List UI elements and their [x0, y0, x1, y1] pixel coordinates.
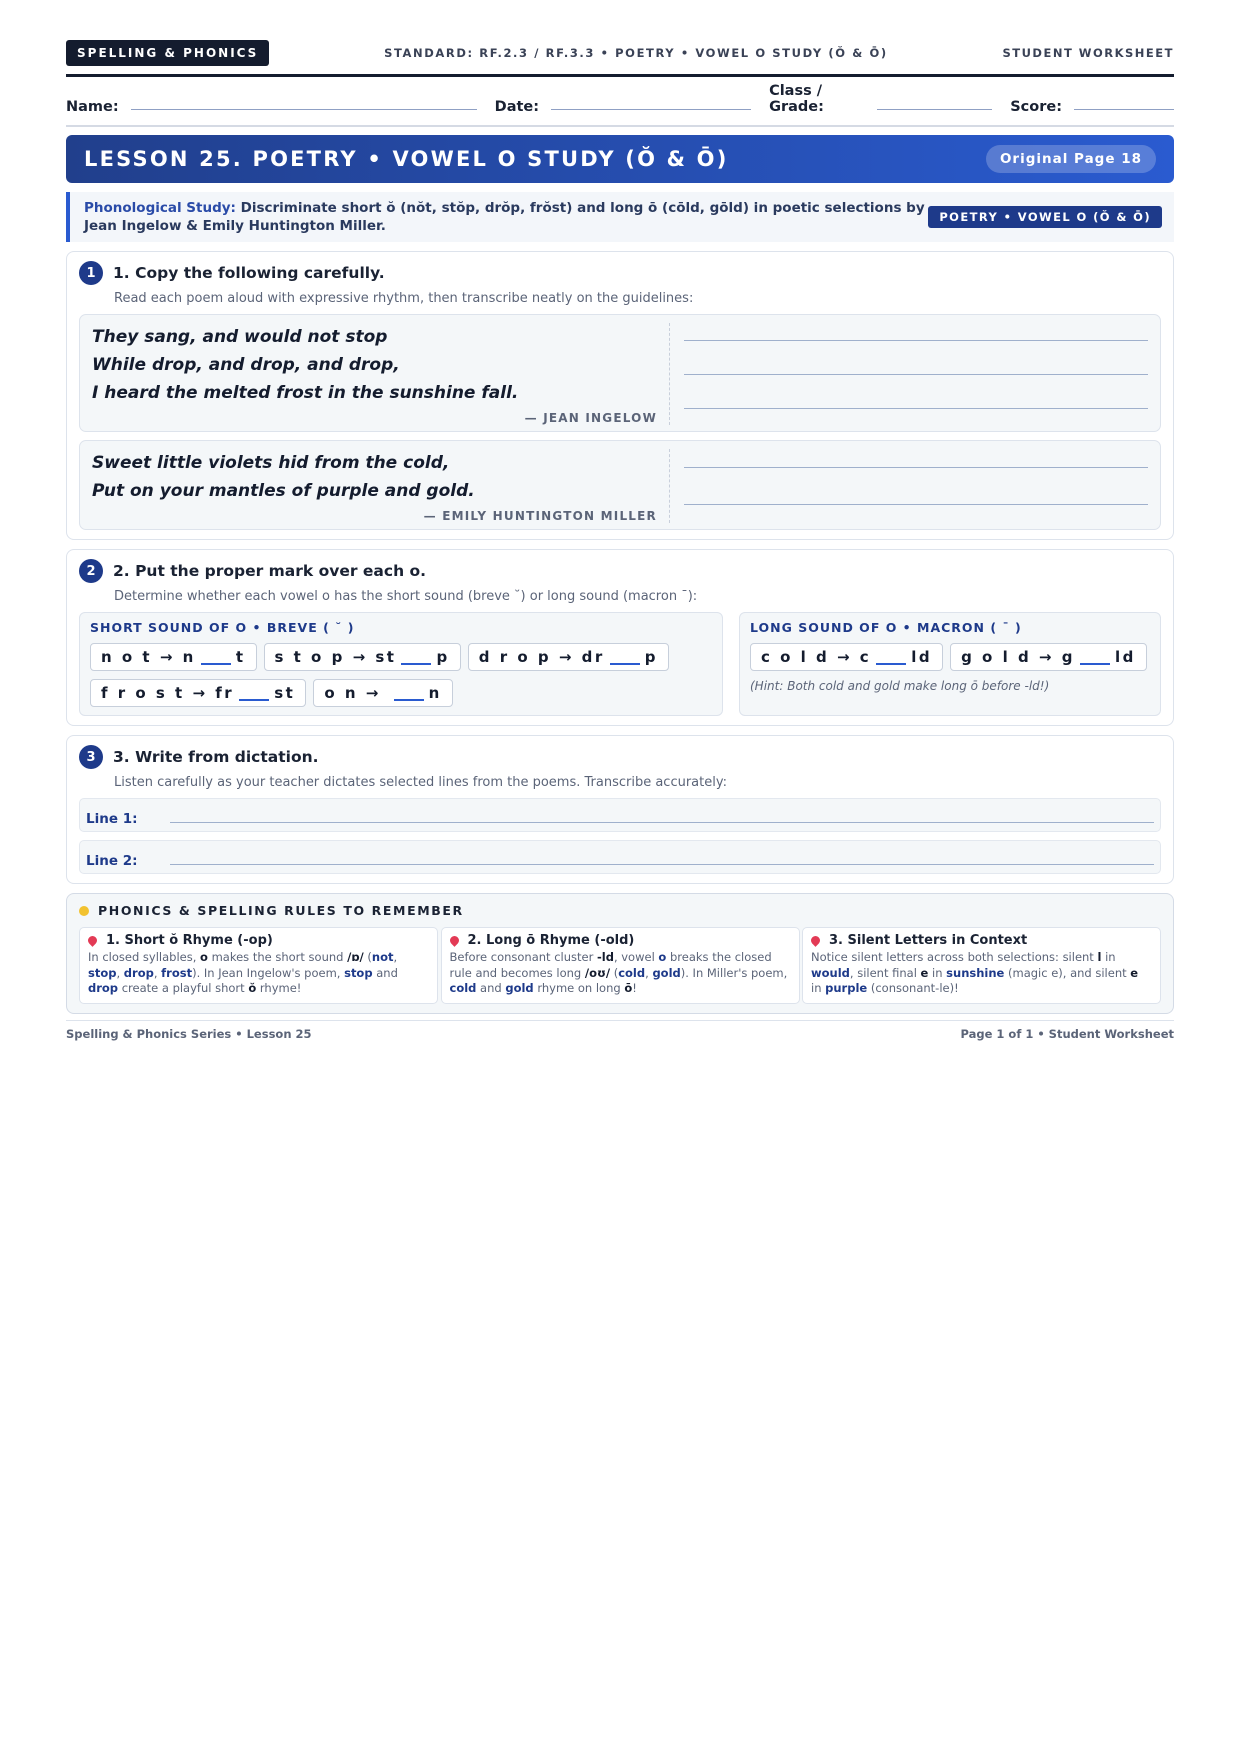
- poem-card: [79, 440, 1161, 530]
- phonological-text: [84, 199, 928, 235]
- worksheet-page: [66, 40, 1174, 1041]
- section-instructions: Listen carefully as your teacher dictates selected lines from the poems. Transcribe accurately:: [114, 775, 727, 790]
- phonological-label: Phonological Study:: [84, 200, 236, 216]
- word-chip[interactable]: [313, 679, 452, 707]
- arrow-icon: →: [558, 648, 574, 666]
- answer-blank[interactable]: [876, 649, 906, 665]
- poem-line: Sweet little violets hid from the cold,: [92, 453, 450, 473]
- chip-word: n o t: [101, 648, 153, 666]
- guideline[interactable]: [684, 504, 1148, 505]
- phonological-body: Discriminate short ŏ (nŏt, stŏp, drŏp, frŏst) and long ō (cōld, gōld) in poetic selections by Jean Ingelow & Emily Huntington Miller.: [84, 200, 925, 234]
- chip-word: g o l d: [961, 648, 1032, 666]
- dictation-line-label: Line 1:: [86, 811, 138, 827]
- dictation-guideline[interactable]: [170, 864, 1154, 865]
- chip-suffix: st: [274, 684, 296, 702]
- copy-guidelines[interactable]: [670, 449, 1148, 523]
- chip-suffix: n: [428, 684, 442, 702]
- chip-suffix: t: [235, 648, 246, 666]
- hint-text: (Hint: Both cold and gold make long ō before -ld!): [750, 679, 1050, 693]
- class-label: Class / Grade:: [769, 83, 824, 115]
- rule-title-text: 2. Long ō Rhyme (-old): [467, 933, 635, 948]
- poem-author: — EMILY HUNTINGTON MILLER: [423, 509, 657, 523]
- section-instructions: Read each poem aloud with expressive rhythm, then transcribe neatly on the guidelines:: [114, 291, 694, 306]
- lesson-banner: [66, 135, 1174, 183]
- arrow-icon: →: [352, 648, 368, 666]
- rule-body: In closed syllables, o makes the short sound /ɒ/ (not, stop, drop, frost). In Jean Ingelow's poem, stop and drop create a playful short ŏ rhyme!: [88, 950, 398, 995]
- short-o-heading: SHORT SOUND OF O • BREVE ( ˘ ): [90, 620, 355, 635]
- score-line[interactable]: [1074, 109, 1174, 110]
- long-o-panel: [739, 612, 1161, 716]
- rule-title: [450, 933, 791, 948]
- rules-panel: [66, 893, 1174, 1014]
- date-label: Date:: [494, 99, 540, 115]
- section-number: 2: [79, 559, 103, 583]
- rule-card: [802, 927, 1161, 1004]
- phonological-study: [66, 192, 1174, 242]
- chip-suffix: ld: [1114, 648, 1136, 666]
- poem-line: They sang, and would not stop: [92, 327, 388, 347]
- poem-line: Put on your mantles of purple and gold.: [92, 481, 475, 501]
- arrow-icon: →: [159, 648, 175, 666]
- poem-line: While drop, and drop, and drop,: [92, 355, 400, 375]
- answer-blank[interactable]: [1080, 649, 1110, 665]
- answer-blank[interactable]: [239, 685, 269, 701]
- poem-text: [92, 323, 670, 425]
- rule-card: [441, 927, 800, 1004]
- section-header: [79, 559, 1161, 583]
- rule-title-text: 1. Short ŏ Rhyme (-op): [106, 933, 273, 948]
- arrow-icon: →: [1038, 648, 1054, 666]
- chip-prefix: c: [859, 648, 872, 666]
- score-label: Score:: [1010, 99, 1062, 115]
- name-line[interactable]: [131, 109, 477, 110]
- chip-prefix: dr: [581, 648, 605, 666]
- poetry-tag: POETRY • VOWEL O (Ŏ & Ō): [928, 206, 1162, 228]
- word-chip[interactable]: [750, 643, 943, 671]
- original-page-badge: Original Page 18: [986, 145, 1156, 173]
- name-field[interactable]: [66, 99, 495, 115]
- doc-type-label: STUDENT WORKSHEET: [1002, 46, 1174, 60]
- section-header: [79, 261, 1161, 285]
- score-field[interactable]: [1010, 99, 1174, 115]
- rule-body: Notice silent letters across both selections: silent l in would, silent final e in sunshine (magic e), and silent e in purple (consonant-le)!: [811, 950, 1139, 995]
- arrow-icon: →: [836, 648, 853, 666]
- lightbulb-icon: [79, 906, 89, 916]
- answer-blank[interactable]: [394, 685, 424, 701]
- short-o-panel: [79, 612, 723, 716]
- guideline[interactable]: [684, 467, 1148, 468]
- class-field[interactable]: [769, 83, 1010, 115]
- arrow-icon: →: [192, 684, 208, 702]
- pin-icon: [809, 934, 822, 947]
- pin-icon: [448, 934, 461, 947]
- standard-label: STANDARD: RF.2.3 / RF.3.3 • POETRY • VOWEL O STUDY (Ŏ & Ō): [384, 46, 888, 60]
- dictation-line[interactable]: [79, 798, 1161, 832]
- rule-title: [811, 933, 1152, 948]
- chip-prefix: st: [375, 648, 397, 666]
- rules-header: [79, 903, 1161, 918]
- word-chip[interactable]: [90, 643, 257, 671]
- guideline[interactable]: [684, 340, 1148, 341]
- footer-series: Spelling & Phonics Series • Lesson 25: [66, 1026, 312, 1041]
- rule-title-text: 3. Silent Letters in Context: [829, 933, 1028, 948]
- date-field[interactable]: [495, 99, 769, 115]
- section-title: 3. Write from dictation.: [113, 748, 319, 766]
- chip-suffix: ld: [911, 648, 933, 666]
- chip-suffix: p: [436, 648, 450, 666]
- answer-blank[interactable]: [401, 649, 431, 665]
- rule-card: [79, 927, 438, 1004]
- guideline[interactable]: [684, 408, 1148, 409]
- answer-blank[interactable]: [610, 649, 640, 665]
- chip-suffix: p: [644, 648, 659, 666]
- section-header: [79, 745, 1161, 769]
- student-fields: [66, 77, 1174, 115]
- chip-prefix: n: [182, 648, 196, 666]
- pin-icon: [86, 934, 99, 947]
- long-o-heading: LONG SOUND OF O • MACRON ( ¯ ): [750, 620, 1022, 635]
- section-title: 1. Copy the following carefully.: [113, 264, 385, 282]
- top-header: [66, 40, 1174, 66]
- chip-word: s t o p: [274, 648, 345, 666]
- class-line[interactable]: [877, 109, 992, 110]
- rule-title: [88, 933, 429, 948]
- name-label: Name:: [66, 99, 119, 115]
- section-copy: [66, 251, 1174, 540]
- short-o-items: [90, 643, 712, 707]
- marks-panels: [79, 612, 1161, 716]
- long-o-items: [750, 643, 1150, 671]
- section-marks: [66, 549, 1174, 726]
- chip-word: d r o p: [478, 648, 552, 666]
- arrow-icon: →: [365, 684, 381, 702]
- section-instructions: Determine whether each vowel o has the short sound (breve ˘) or long sound (macron ¯):: [114, 589, 698, 604]
- footer-page: Page 1 of 1 • Student Worksheet: [960, 1026, 1174, 1041]
- rule-body: Before consonant cluster -ld, vowel o breaks the closed rule and becomes long /oʊ/ (cold, gold). In Miller's poem, cold and gold rhyme on long ō!: [449, 950, 788, 995]
- date-line[interactable]: [551, 109, 751, 110]
- chip-word: o n: [324, 684, 359, 702]
- rules-columns: [79, 927, 1161, 1004]
- poem-author: — JEAN INGELOW: [524, 411, 657, 425]
- fields-divider: [66, 125, 1174, 127]
- word-chip[interactable]: [264, 643, 461, 671]
- section-number: 1: [79, 261, 103, 285]
- section-dictation: [66, 735, 1174, 884]
- poem-line: I heard the melted frost in the sunshine fall.: [92, 383, 519, 403]
- word-chip[interactable]: [468, 643, 669, 671]
- chip-word: c o l d: [761, 648, 830, 666]
- section-title: 2. Put the proper mark over each o.: [113, 562, 427, 580]
- poem-card: [79, 314, 1161, 432]
- word-chip[interactable]: [90, 679, 306, 707]
- dictation-line[interactable]: [79, 840, 1161, 874]
- dictation-guideline[interactable]: [170, 822, 1154, 823]
- lesson-title: LESSON 25. POETRY • VOWEL O STUDY (Ŏ & Ō): [84, 147, 729, 171]
- word-chip[interactable]: [950, 643, 1147, 671]
- chip-prefix: g: [1061, 648, 1075, 666]
- guideline[interactable]: [684, 374, 1148, 375]
- rules-heading: PHONICS & SPELLING RULES TO REMEMBER: [98, 903, 464, 918]
- poem-text: [92, 449, 670, 523]
- series-badge: SPELLING & PHONICS: [66, 40, 269, 66]
- section-number: 3: [79, 745, 103, 769]
- chip-prefix: fr: [215, 684, 235, 702]
- dictation-line-label: Line 2:: [86, 853, 138, 869]
- answer-blank[interactable]: [201, 649, 231, 665]
- page-footer: [66, 1020, 1174, 1041]
- chip-word: f r o s t: [101, 684, 185, 702]
- copy-guidelines[interactable]: [670, 323, 1148, 425]
